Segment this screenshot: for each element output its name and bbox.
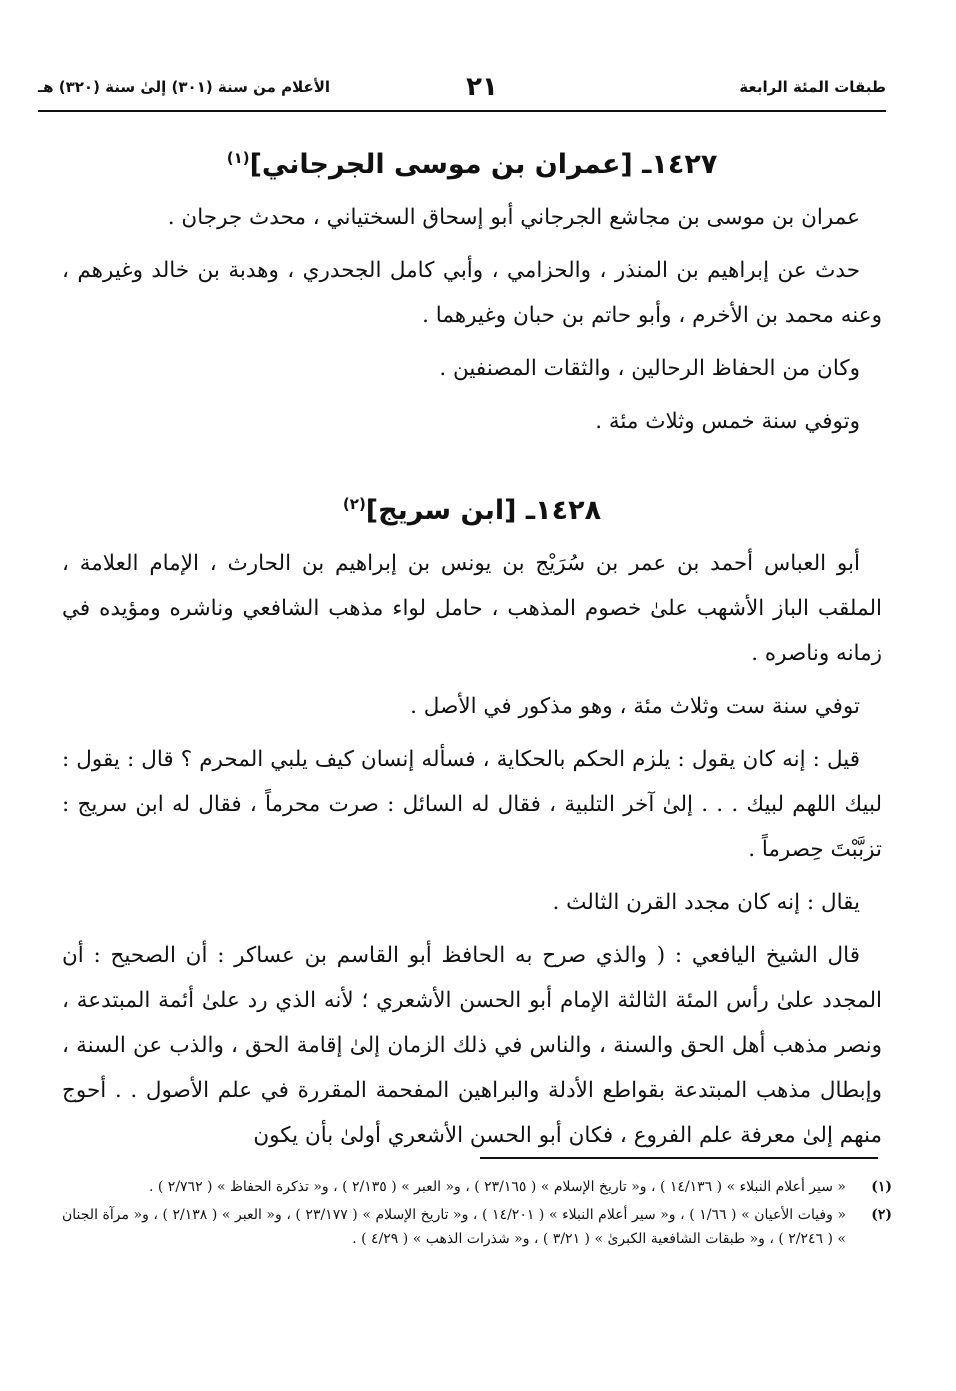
footnote-text: « وفيات الأعيان » ( ١/٦٦ ) ، و« سير أعلام النبلاء » ( ١٤/٢٠١ ) ، و« تاريخ الإسلام » ( ٢٣/١٧٧ ) ، و« العبر » ( ٢/١٣٨ ) ، و« مرآة الجنان » ( ٢/٢٤٦ ) ، و« طبقات الشافعية الكبرىٰ » ( ٣/٢١ ) ، و« شذرات الذهب » ( ٤/٢٩ ) . bbox=[62, 1207, 847, 1247]
paragraph: حدث عن إبراهيم بن المنذر ، والحزامي ، وأبي كامل الجحدري ، وهدبة بن خالد وغيرهم ، وعنه محمد بن الأخرم ، وأبو حاتم بن حبان وغيرهما . bbox=[62, 258, 882, 328]
paragraph: قال الشيخ اليافعي : ( والذي صرح به الحافظ أبو القاسم بن عساكر : أن الصحيح : أن المجدد علىٰ رأس المئة الثالثة الإمام أبو الحسن الأشعري ؛ لأنه الذي رد علىٰ أئمة المبتدعة ، ونصر مذهب أهل الحق والسنة ، والناس في ذلك الزمان إلىٰ إقامة الحق ، والذب عن السنة ، وإبطال مذهب المبتدعة بقواطع الأدلة والبراهين المفحمة المقررة في علم الأصول . . أحوج منهم إلىٰ معرفة علم الفروع ، فكان أبو الحسن الأشعري أولىٰ بأن يكون bbox=[62, 943, 882, 1148]
footnotes bbox=[62, 1175, 892, 1255]
footnote-marker[interactable]: (٢) bbox=[342, 495, 366, 513]
book-title: طبقات المئة الرابعة bbox=[739, 78, 886, 96]
paragraph: قيل : إنه كان يقول : يلزم الحكم بالحكاية ، فسأله إنسان كيف يلبي المحرم ؟ قال : يقول : لبيك اللهم لبيك . . . إلىٰ آخر التلبية ، فقال له السائل : صرت محرماً ، فقال له ابن سريج : تزبَّبْتَ حِصرماً . bbox=[62, 747, 882, 862]
main-text bbox=[62, 130, 882, 1164]
running-header bbox=[38, 72, 886, 112]
paragraph: عمران بن موسى بن مجاشع الجرجاني أبو إسحاق السختياني ، محدث جرجان . bbox=[167, 205, 860, 230]
page-number: ٢١ bbox=[466, 72, 498, 102]
footnote-text: « سير أعلام النبلاء » ( ١٤/١٣٦ ) ، و« تاريخ الإسلام » ( ٢٣/١٦٥ ) ، و« العبر » ( ٢/١٣٥ ) ، و« تذكرة الحفاظ » ( ٢/٧٦٢ ) . bbox=[148, 1179, 846, 1195]
paragraph: يقال : إنه كان مجدد القرن الثالث . bbox=[552, 890, 860, 915]
paragraph: توفي سنة ست وثلاث مئة ، وهو مذكور في الأصل . bbox=[410, 694, 860, 719]
entry-title-text: ١٤٢٧ـ [عمران بن موسى الجرجاني] bbox=[249, 149, 718, 180]
footnote bbox=[62, 1175, 892, 1199]
entry-title bbox=[62, 476, 882, 539]
entry-title-text: ١٤٢٨ـ [ابن سريج] bbox=[365, 495, 602, 526]
entry-title bbox=[62, 130, 882, 193]
paragraph: وكان من الحفاظ الرحالين ، والثقات المصنفين . bbox=[439, 356, 860, 381]
paragraph: وتوفي سنة خمس وثلاث مئة . bbox=[595, 409, 860, 434]
footnote-number: (١) bbox=[871, 1179, 892, 1195]
footnote bbox=[62, 1203, 892, 1251]
footnote-number: (٢) bbox=[871, 1207, 892, 1223]
header-rule bbox=[38, 110, 886, 112]
footnote-rule bbox=[480, 1157, 878, 1159]
footnote-marker[interactable]: (١) bbox=[226, 149, 250, 167]
range-heading: الأعلام من سنة (٣٠١) إلىٰ سنة (٣٢٠) هـ bbox=[38, 78, 331, 96]
paragraph: أبو العباس أحمد بن عمر بن سُرَيْج بن يونس بن إبراهيم بن الحارث ، الإمام العلامة ، الملقب الباز الأشهب علىٰ خصوم المذهب ، حامل لواء مذهب الشافعي وناشره ومؤيده في زمانه وناصره . bbox=[62, 551, 882, 666]
